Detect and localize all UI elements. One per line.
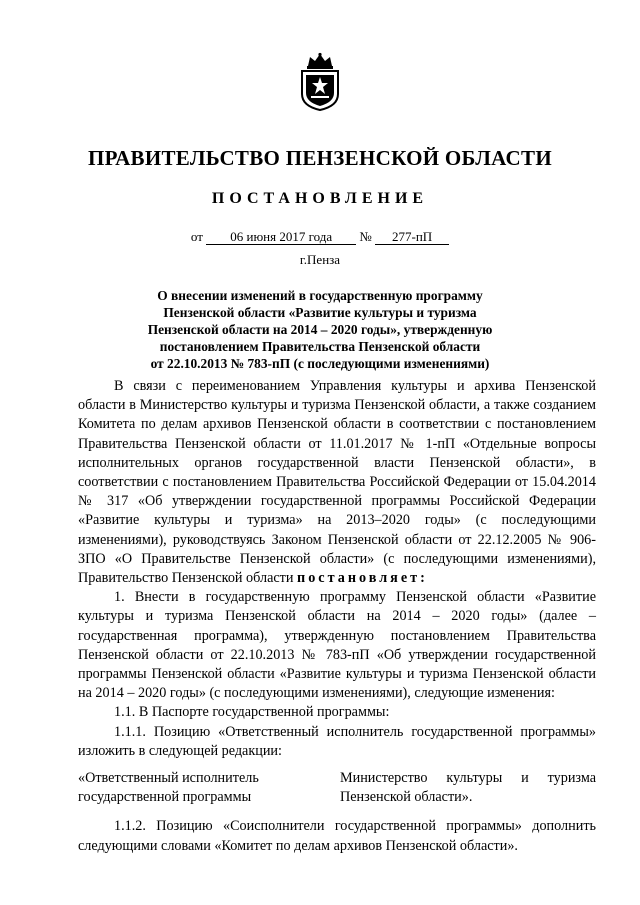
document-body xyxy=(78,377,596,856)
subject-line: от 22.10.2013 № 783-пП (с последующими изменениями) xyxy=(150,356,490,371)
subject-line: Пензенской области на 2014 – 2020 годы», утвержденную xyxy=(147,322,493,337)
document-type: ПОСТАНОВЛЕНИЕ xyxy=(211,190,429,207)
resolves-word: постановляет: xyxy=(297,570,428,587)
date-number-line xyxy=(0,229,640,245)
item-1-1: 1.1. В Паспорте государственной программы: xyxy=(114,704,390,721)
amendment-position: «Ответственный исполнитель государственной программы xyxy=(78,770,259,806)
item-1-1-1: 1.1.1. Позицию «Ответственный исполнитель государственной программы» изложить в следующей редакции: xyxy=(78,723,596,759)
item-1-1-2: 1.1.2. Позицию «Соисполнители государственной программы» дополнить следующими словами «Комитет по делам архивов Пензенской области». xyxy=(78,818,596,854)
subject-line: Пензенской области «Развитие культуры и туризма xyxy=(163,305,477,320)
document-subject xyxy=(130,287,510,372)
preamble-paragraph xyxy=(78,377,596,588)
item-1: 1. Внести в государственную программу Пензенской области «Развитие культуры и туризма Пензенской области на 2014 – 2020 годы» (далее – государственная программа), утвержденную постановлением Правительства Пензенской области от 22.10.2013 № 783-пП «Об утверждении государственной программы Пензенской области «Развитие культуры и туризма Пензенской области на 2014 – 2020 годы» (с последующими изменениями), следующие изменения: xyxy=(78,589,596,702)
document-date: 06 июня 2017 года xyxy=(206,230,356,245)
organization-title: ПРАВИТЕЛЬСТВО ПЕНЗЕНСКОЙ ОБЛАСТИ xyxy=(88,146,552,170)
number-prefix: № xyxy=(359,229,372,244)
subject-line: О внесении изменений в государственную программу xyxy=(157,288,483,303)
preamble-text: В связи с переименованием Управления культуры и архива Пензенской области в Министерство культуры и туризма Пензенской области, а также созданием Комитета по делам архивов Пензенской области в соответствии с постановлением Правительства Пензенской области от 11.01.2017 № 1-пП «Отдельные вопросы исполнительных органов государственной власти Пензенской области», в соответствии с постановлением Правительства Российской Федерации от 15.04.2014 № 317 «Об утверждении государственной программы Российской Федерации «Развитие культуры и туризма» на 2013–2020 годы» (с последующими изменениями), руководствуясь Законом Пензенской области от 22.12.2005 № 906-ЗПО «О Правительстве Пензенской области» (с последующими изменениями), Правительство Пензенской области xyxy=(78,378,596,587)
document-city: г.Пенза xyxy=(299,252,341,267)
date-prefix: от xyxy=(190,229,203,244)
subject-line: постановлением Правительства Пензенской области xyxy=(159,339,481,354)
document-number: 277-пП xyxy=(375,230,449,245)
amendment-table xyxy=(78,769,596,807)
penza-coat-of-arms-icon xyxy=(296,52,344,112)
amendment-value: Министерство культуры и туризма Пензенской области». xyxy=(340,770,596,806)
